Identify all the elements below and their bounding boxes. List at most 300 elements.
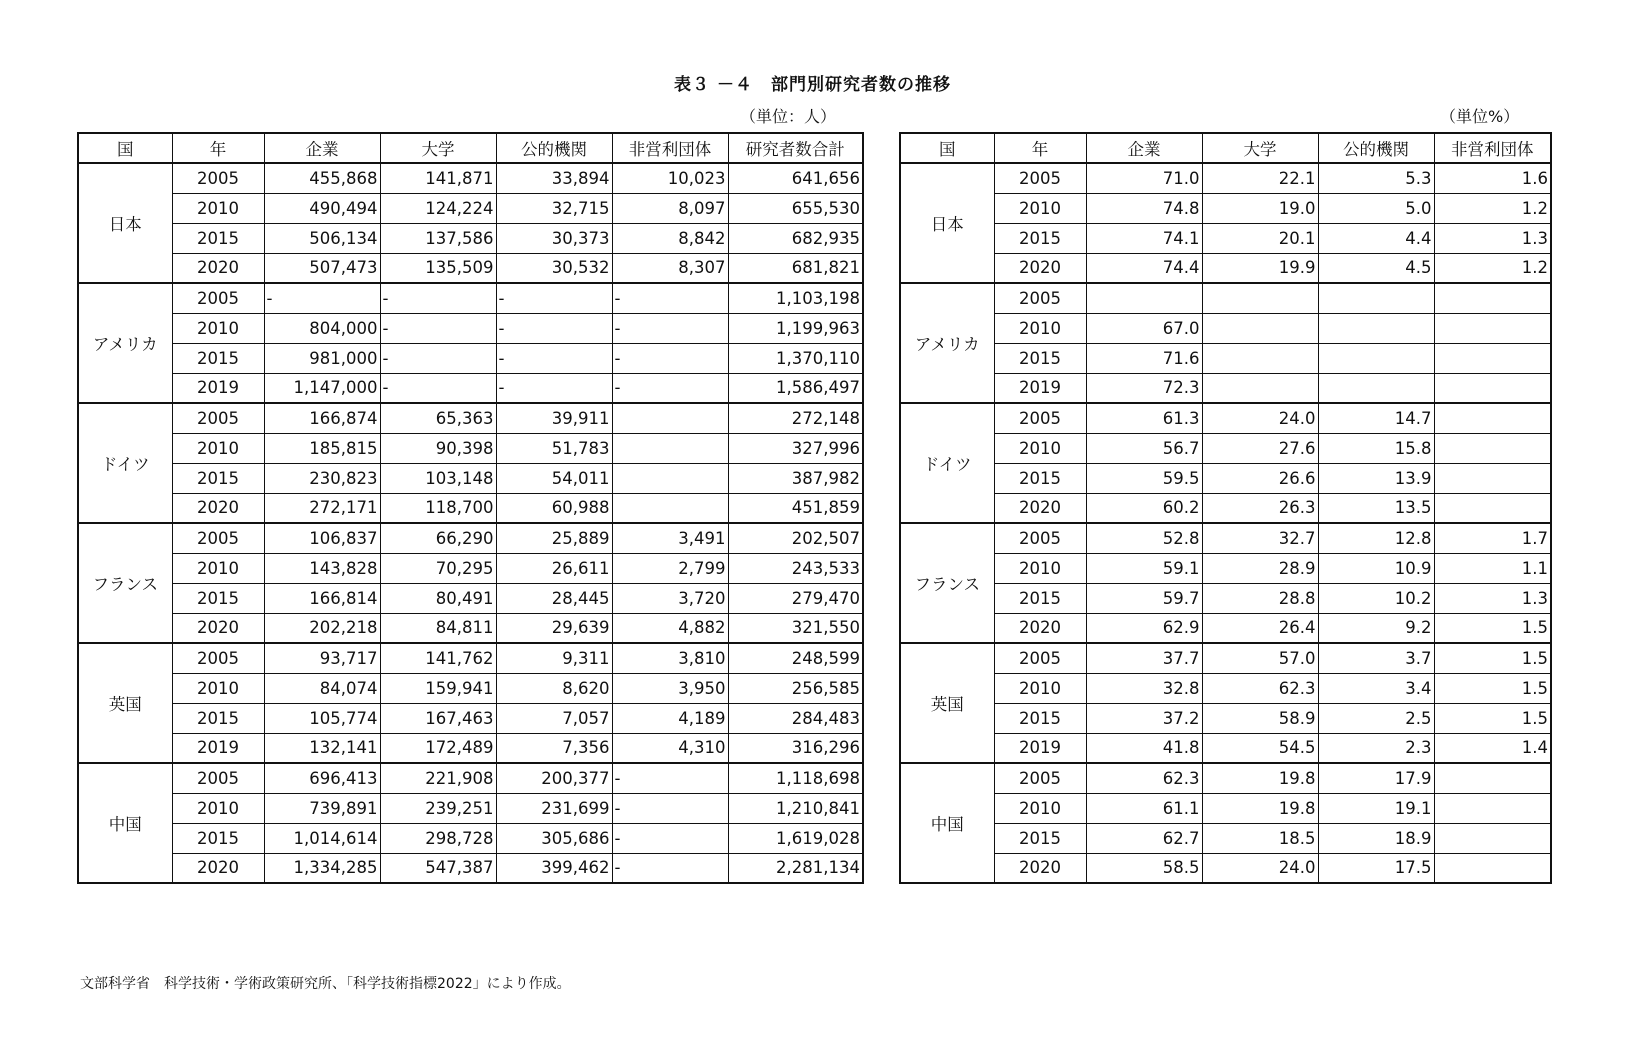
value-cell: 2,281,134: [728, 853, 863, 883]
value-cell: 1,334,285: [264, 853, 380, 883]
table-row: [78, 793, 863, 823]
value-cell: 4,882: [612, 613, 728, 643]
value-cell: 84,811: [380, 613, 496, 643]
value-cell: 12.8: [1318, 523, 1434, 553]
column-header: 公的機関: [496, 133, 612, 163]
value-cell: 80,491: [380, 583, 496, 613]
year-cell: 2005: [994, 523, 1086, 553]
value-cell: 1,370,110: [728, 343, 863, 373]
value-cell: -: [612, 313, 728, 343]
value-cell: 1.4: [1434, 733, 1551, 763]
table-row: [900, 163, 1551, 193]
value-cell: 105,774: [264, 703, 380, 733]
researcher-count-table: [77, 132, 864, 884]
column-header: 大学: [380, 133, 496, 163]
value-cell: 1,210,841: [728, 793, 863, 823]
country-group: [78, 643, 863, 763]
value-cell: 19.8: [1202, 793, 1318, 823]
value-cell: -: [496, 313, 612, 343]
value-cell: 1,586,497: [728, 373, 863, 403]
country-group: [900, 163, 1551, 283]
value-cell: 61.1: [1086, 793, 1202, 823]
table-row: [900, 523, 1551, 553]
value-cell: [1086, 283, 1202, 313]
year-cell: 2010: [994, 193, 1086, 223]
country-cell: ドイツ: [900, 403, 994, 523]
source-note: 文部科学省 科学技術・学術政策研究所、「科学技術指標2022」により作成。: [80, 976, 571, 992]
year-cell: 2020: [994, 853, 1086, 883]
value-cell: 143,828: [264, 553, 380, 583]
value-cell: 202,507: [728, 523, 863, 553]
year-cell: 2005: [994, 763, 1086, 793]
value-cell: 58.9: [1202, 703, 1318, 733]
value-cell: 230,823: [264, 463, 380, 493]
country-cell: アメリカ: [900, 283, 994, 403]
year-cell: 2015: [172, 703, 264, 733]
value-cell: 14.7: [1318, 403, 1434, 433]
value-cell: [1434, 403, 1551, 433]
value-cell: 272,171: [264, 493, 380, 523]
year-cell: 2015: [994, 343, 1086, 373]
table-row: [900, 853, 1551, 883]
year-cell: 2005: [172, 763, 264, 793]
value-cell: 56.7: [1086, 433, 1202, 463]
year-cell: 2020: [172, 613, 264, 643]
value-cell: 19.8: [1202, 763, 1318, 793]
value-cell: 65,363: [380, 403, 496, 433]
table-row: [78, 493, 863, 523]
country-group: [78, 523, 863, 643]
table-row: [900, 283, 1551, 313]
value-cell: 681,821: [728, 253, 863, 283]
value-cell: 62.3: [1202, 673, 1318, 703]
country-group: [78, 163, 863, 283]
value-cell: 172,489: [380, 733, 496, 763]
value-cell: -: [612, 793, 728, 823]
value-cell: 1.2: [1434, 193, 1551, 223]
value-cell: [612, 403, 728, 433]
value-cell: [1202, 283, 1318, 313]
table-row: [900, 673, 1551, 703]
value-cell: 321,550: [728, 613, 863, 643]
value-cell: 26.4: [1202, 613, 1318, 643]
country-cell: アメリカ: [78, 283, 172, 403]
value-cell: 451,859: [728, 493, 863, 523]
table-row: [78, 643, 863, 673]
value-cell: 8,620: [496, 673, 612, 703]
year-cell: 2005: [994, 643, 1086, 673]
value-cell: -: [612, 373, 728, 403]
country-cell: 日本: [78, 163, 172, 283]
value-cell: -: [612, 283, 728, 313]
value-cell: 61.3: [1086, 403, 1202, 433]
value-cell: 327,996: [728, 433, 863, 463]
value-cell: [1434, 793, 1551, 823]
value-cell: -: [380, 313, 496, 343]
value-cell: 455,868: [264, 163, 380, 193]
value-cell: 19.1: [1318, 793, 1434, 823]
value-cell: 51,783: [496, 433, 612, 463]
value-cell: 41.8: [1086, 733, 1202, 763]
table-row: [900, 733, 1551, 763]
value-cell: 74.1: [1086, 223, 1202, 253]
left-table-unit: （単位：人）: [740, 107, 837, 126]
value-cell: 60.2: [1086, 493, 1202, 523]
country-group: [78, 283, 863, 403]
value-cell: 1,199,963: [728, 313, 863, 343]
value-cell: 3,950: [612, 673, 728, 703]
year-cell: 2015: [172, 223, 264, 253]
value-cell: 279,470: [728, 583, 863, 613]
year-cell: 2020: [172, 253, 264, 283]
year-cell: 2020: [994, 253, 1086, 283]
value-cell: 3.7: [1318, 643, 1434, 673]
value-cell: 19.9: [1202, 253, 1318, 283]
table-row: [78, 253, 863, 283]
value-cell: 135,509: [380, 253, 496, 283]
value-cell: 62.9: [1086, 613, 1202, 643]
value-cell: 507,473: [264, 253, 380, 283]
country-cell: 英国: [900, 643, 994, 763]
year-cell: 2010: [994, 433, 1086, 463]
value-cell: 4.5: [1318, 253, 1434, 283]
value-cell: 25,889: [496, 523, 612, 553]
value-cell: 32,715: [496, 193, 612, 223]
value-cell: 490,494: [264, 193, 380, 223]
value-cell: 62.3: [1086, 763, 1202, 793]
year-cell: 2005: [172, 283, 264, 313]
value-cell: [612, 433, 728, 463]
year-cell: 2010: [172, 313, 264, 343]
year-cell: 2015: [994, 223, 1086, 253]
value-cell: 305,686: [496, 823, 612, 853]
year-cell: 2015: [172, 583, 264, 613]
year-cell: 2005: [994, 163, 1086, 193]
value-cell: 185,815: [264, 433, 380, 463]
table-row: [78, 703, 863, 733]
value-cell: 1.5: [1434, 613, 1551, 643]
year-cell: 2020: [994, 493, 1086, 523]
value-cell: 19.0: [1202, 193, 1318, 223]
table-row: [900, 463, 1551, 493]
value-cell: 8,842: [612, 223, 728, 253]
table-row: [78, 733, 863, 763]
country-group: [900, 643, 1551, 763]
value-cell: 1.7: [1434, 523, 1551, 553]
year-cell: 2005: [172, 523, 264, 553]
country-cell: ドイツ: [78, 403, 172, 523]
value-cell: 124,224: [380, 193, 496, 223]
value-cell: -: [496, 343, 612, 373]
researcher-share-table: [899, 132, 1552, 884]
value-cell: 59.7: [1086, 583, 1202, 613]
table-row: [900, 493, 1551, 523]
value-cell: 1.3: [1434, 583, 1551, 613]
value-cell: 2.5: [1318, 703, 1434, 733]
value-cell: 15.8: [1318, 433, 1434, 463]
year-cell: 2019: [172, 373, 264, 403]
year-cell: 2010: [172, 433, 264, 463]
value-cell: 5.0: [1318, 193, 1434, 223]
value-cell: 60,988: [496, 493, 612, 523]
value-cell: [1434, 433, 1551, 463]
country-cell: 中国: [900, 763, 994, 883]
column-header: 企業: [1086, 133, 1202, 163]
value-cell: -: [612, 343, 728, 373]
page-title: 表３ －４ 部門別研究者数の推移: [674, 75, 951, 95]
year-cell: 2005: [994, 403, 1086, 433]
table-row: [900, 313, 1551, 343]
value-cell: 90,398: [380, 433, 496, 463]
value-cell: 37.2: [1086, 703, 1202, 733]
value-cell: 1.5: [1434, 673, 1551, 703]
value-cell: 54,011: [496, 463, 612, 493]
value-cell: 71.6: [1086, 343, 1202, 373]
value-cell: 10.9: [1318, 553, 1434, 583]
value-cell: 39,911: [496, 403, 612, 433]
value-cell: 29,639: [496, 613, 612, 643]
value-cell: 202,218: [264, 613, 380, 643]
value-cell: -: [612, 763, 728, 793]
value-cell: 18.9: [1318, 823, 1434, 853]
table-row: [78, 373, 863, 403]
value-cell: 32.7: [1202, 523, 1318, 553]
year-cell: 2015: [994, 823, 1086, 853]
value-cell: [1434, 853, 1551, 883]
value-cell: 316,296: [728, 733, 863, 763]
column-header: 企業: [264, 133, 380, 163]
table-row: [900, 613, 1551, 643]
value-cell: 20.1: [1202, 223, 1318, 253]
value-cell: 3,491: [612, 523, 728, 553]
year-cell: 2010: [994, 673, 1086, 703]
year-cell: 2010: [172, 193, 264, 223]
country-group: [900, 523, 1551, 643]
year-cell: 2010: [994, 553, 1086, 583]
year-cell: 2010: [172, 553, 264, 583]
value-cell: [612, 463, 728, 493]
value-cell: 22.1: [1202, 163, 1318, 193]
value-cell: 54.5: [1202, 733, 1318, 763]
table-row: [900, 643, 1551, 673]
value-cell: 71.0: [1086, 163, 1202, 193]
value-cell: 272,148: [728, 403, 863, 433]
country-group: [78, 763, 863, 883]
year-cell: 2015: [994, 703, 1086, 733]
value-cell: 1.2: [1434, 253, 1551, 283]
country-cell: フランス: [900, 523, 994, 643]
value-cell: [1434, 463, 1551, 493]
value-cell: 387,982: [728, 463, 863, 493]
value-cell: 3.4: [1318, 673, 1434, 703]
value-cell: -: [264, 283, 380, 313]
value-cell: 74.4: [1086, 253, 1202, 283]
table-row: [78, 583, 863, 613]
column-header: 年: [994, 133, 1086, 163]
value-cell: 298,728: [380, 823, 496, 853]
value-cell: 141,871: [380, 163, 496, 193]
table-row: [78, 613, 863, 643]
value-cell: 106,837: [264, 523, 380, 553]
value-cell: [1202, 373, 1318, 403]
value-cell: 27.6: [1202, 433, 1318, 463]
table-row: [78, 283, 863, 313]
year-cell: 2020: [172, 853, 264, 883]
value-cell: [1434, 493, 1551, 523]
value-cell: 655,530: [728, 193, 863, 223]
value-cell: [1202, 313, 1318, 343]
value-cell: 696,413: [264, 763, 380, 793]
year-cell: 2015: [172, 823, 264, 853]
value-cell: 1,014,614: [264, 823, 380, 853]
table-row: [78, 193, 863, 223]
value-cell: -: [380, 373, 496, 403]
value-cell: 137,586: [380, 223, 496, 253]
header-row: [900, 133, 1551, 163]
year-cell: 2005: [172, 643, 264, 673]
column-header: 研究者数合計: [728, 133, 863, 163]
value-cell: 7,057: [496, 703, 612, 733]
value-cell: 52.8: [1086, 523, 1202, 553]
value-cell: 37.7: [1086, 643, 1202, 673]
table-row: [78, 763, 863, 793]
table-row: [900, 793, 1551, 823]
right-table-unit: （単位%）: [1440, 107, 1520, 126]
country-cell: 中国: [78, 763, 172, 883]
value-cell: 57.0: [1202, 643, 1318, 673]
value-cell: 32.8: [1086, 673, 1202, 703]
value-cell: 739,891: [264, 793, 380, 823]
value-cell: 10.2: [1318, 583, 1434, 613]
value-cell: 26,611: [496, 553, 612, 583]
value-cell: 118,700: [380, 493, 496, 523]
value-cell: 13.9: [1318, 463, 1434, 493]
year-cell: 2005: [172, 403, 264, 433]
value-cell: 72.3: [1086, 373, 1202, 403]
value-cell: 74.8: [1086, 193, 1202, 223]
value-cell: -: [612, 853, 728, 883]
value-cell: 103,148: [380, 463, 496, 493]
value-cell: 58.5: [1086, 853, 1202, 883]
value-cell: 1.6: [1434, 163, 1551, 193]
table-row: [900, 193, 1551, 223]
table-row: [900, 583, 1551, 613]
value-cell: 132,141: [264, 733, 380, 763]
year-cell: 2010: [994, 313, 1086, 343]
table-row: [78, 553, 863, 583]
value-cell: 159,941: [380, 673, 496, 703]
value-cell: 2.3: [1318, 733, 1434, 763]
value-cell: 4,310: [612, 733, 728, 763]
value-cell: 24.0: [1202, 853, 1318, 883]
value-cell: -: [380, 343, 496, 373]
value-cell: 1.5: [1434, 643, 1551, 673]
value-cell: 30,373: [496, 223, 612, 253]
table-row: [78, 223, 863, 253]
value-cell: 33,894: [496, 163, 612, 193]
table-row: [900, 763, 1551, 793]
value-cell: 248,599: [728, 643, 863, 673]
table-row: [78, 163, 863, 193]
value-cell: 231,699: [496, 793, 612, 823]
table-row: [78, 313, 863, 343]
value-cell: 2,799: [612, 553, 728, 583]
value-cell: 5.3: [1318, 163, 1434, 193]
value-cell: 3,720: [612, 583, 728, 613]
value-cell: [1434, 823, 1551, 853]
value-cell: 8,097: [612, 193, 728, 223]
table-row: [78, 853, 863, 883]
value-cell: 506,134: [264, 223, 380, 253]
year-cell: 2019: [994, 733, 1086, 763]
value-cell: 17.9: [1318, 763, 1434, 793]
value-cell: 24.0: [1202, 403, 1318, 433]
value-cell: [1318, 283, 1434, 313]
column-header: 大学: [1202, 133, 1318, 163]
column-header: 国: [900, 133, 994, 163]
value-cell: 13.5: [1318, 493, 1434, 523]
value-cell: 4,189: [612, 703, 728, 733]
country-cell: フランス: [78, 523, 172, 643]
value-cell: 1.1: [1434, 553, 1551, 583]
table-row: [900, 403, 1551, 433]
year-cell: 2010: [994, 793, 1086, 823]
year-cell: 2005: [172, 163, 264, 193]
country-group: [78, 403, 863, 523]
year-cell: 2015: [994, 583, 1086, 613]
column-header: 年: [172, 133, 264, 163]
value-cell: 1,619,028: [728, 823, 863, 853]
value-cell: 1,103,198: [728, 283, 863, 313]
table-row: [78, 403, 863, 433]
value-cell: 682,935: [728, 223, 863, 253]
year-cell: 2015: [994, 463, 1086, 493]
value-cell: 10,023: [612, 163, 728, 193]
value-cell: 67.0: [1086, 313, 1202, 343]
value-cell: 166,814: [264, 583, 380, 613]
value-cell: 9,311: [496, 643, 612, 673]
value-cell: [1434, 763, 1551, 793]
value-cell: 9.2: [1318, 613, 1434, 643]
value-cell: [1318, 343, 1434, 373]
header-row: [78, 133, 863, 163]
table-row: [78, 463, 863, 493]
year-cell: 2019: [172, 733, 264, 763]
value-cell: 84,074: [264, 673, 380, 703]
value-cell: -: [496, 283, 612, 313]
value-cell: 28.8: [1202, 583, 1318, 613]
value-cell: 93,717: [264, 643, 380, 673]
value-cell: 243,533: [728, 553, 863, 583]
value-cell: 399,462: [496, 853, 612, 883]
value-cell: 18.5: [1202, 823, 1318, 853]
value-cell: 62.7: [1086, 823, 1202, 853]
year-cell: 2015: [172, 343, 264, 373]
value-cell: [1434, 283, 1551, 313]
value-cell: [1318, 373, 1434, 403]
value-cell: 200,377: [496, 763, 612, 793]
value-cell: 26.6: [1202, 463, 1318, 493]
column-header: 非営利団体: [1434, 133, 1551, 163]
table-row: [900, 373, 1551, 403]
country-cell: 英国: [78, 643, 172, 763]
value-cell: 17.5: [1318, 853, 1434, 883]
year-cell: 2015: [172, 463, 264, 493]
table-row: [900, 253, 1551, 283]
value-cell: 141,762: [380, 643, 496, 673]
country-group: [900, 403, 1551, 523]
table-row: [900, 223, 1551, 253]
